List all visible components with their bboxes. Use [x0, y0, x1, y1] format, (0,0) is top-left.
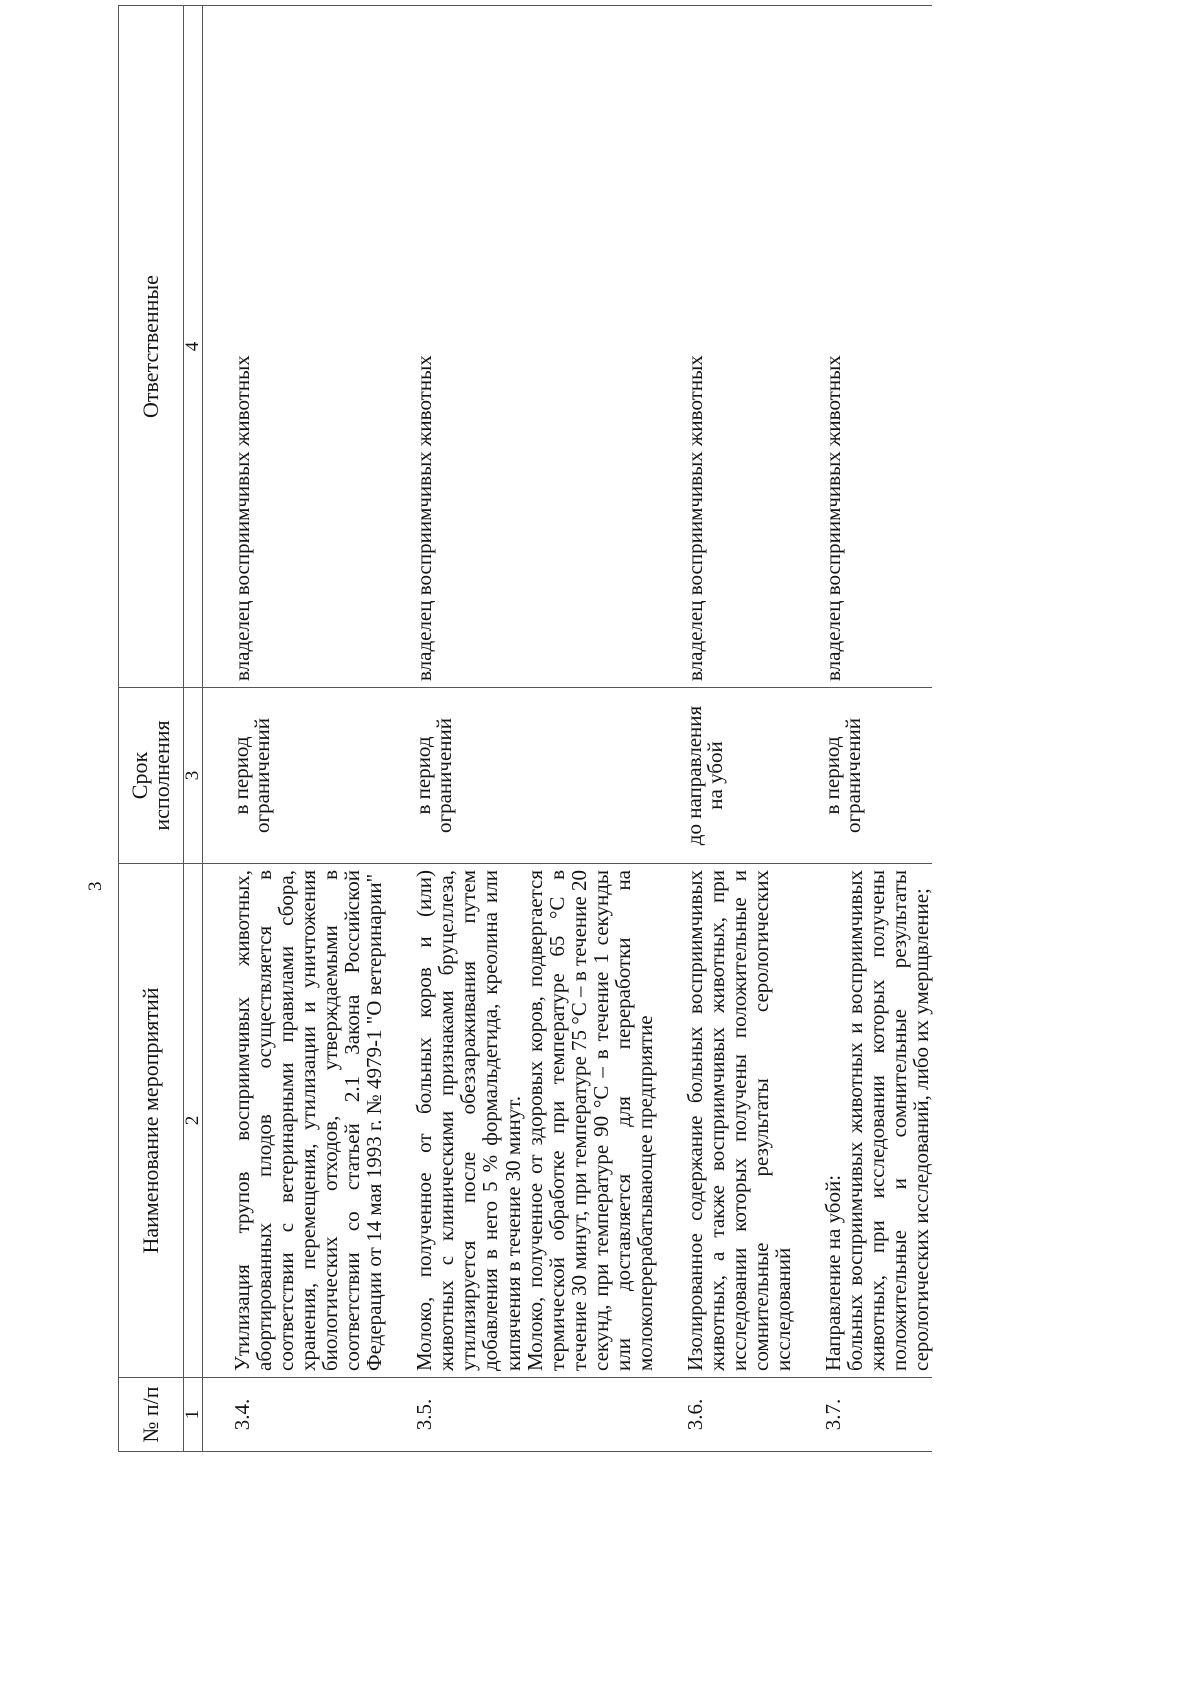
activity-paragraph: Направление на убой: [821, 1174, 846, 1371]
activity-paragraph: Молоко, полученное от больных коров и (или) животных с клиническими признаками бруцеллеза, утилизируется после обеззараживания путем добавления в него 5 % формальдегида, креолина или кипячения в течение 30 минут. [412, 870, 525, 1371]
header-term: Срок исполнения [119, 688, 184, 864]
table-row [656, 6, 794, 1452]
column-number: 1 [184, 1378, 203, 1452]
activity-paragraph: Изолированное содержание больных восприимчивых животных, а также восприимчивых животных, при исследовании которых получены положительные и сомнительные результаты серологических исследований [682, 870, 796, 1371]
page-number: 3 [85, 881, 106, 891]
column-number: 3 [184, 688, 203, 864]
row-term: в период ограничений [794, 688, 932, 864]
row-activity [656, 864, 794, 1378]
table-row [385, 6, 656, 1452]
row-term: до направления на убой [656, 688, 794, 864]
activity-paragraph: больных восприимчивых животных и восприимчивых животных, при исследовании которых получены положительные и сомнительные результаты серологических исследований, либо их умерщвление; [843, 870, 934, 1371]
row-activity [203, 864, 386, 1378]
header-responsible: Ответственные [119, 6, 184, 688]
row-responsible: владелец восприимчивых животных [385, 6, 656, 688]
activity-paragraph: Утилизация трупов восприимчивых животных, абортированных плодов осуществляется в соответствии с ветеринарными правилами сбора, хранения, перемещения, утилизации и уничтожения биологических отходов, утверждаемыми в соответствии со статьей 2.1 Закона Российской Федерации от 14 мая 1993 г. № 4979-1 "О ветеринарии" [230, 870, 387, 1371]
table-row [794, 6, 932, 1452]
row-activity [794, 864, 932, 1378]
row-number: 3.6. [656, 1378, 794, 1452]
header-activity: Наименование мероприятий [119, 864, 184, 1378]
row-responsible: владелец восприимчивых животных [656, 6, 794, 688]
header-num: № п/п [119, 1378, 184, 1452]
row-responsible: владелец восприимчивых животных [203, 6, 386, 688]
row-number: 3.5. [385, 1378, 656, 1452]
row-activity [385, 864, 656, 1378]
row-term: в период ограничений [385, 688, 656, 864]
column-number: 2 [184, 864, 203, 1378]
row-responsible: владелец восприимчивых животных [794, 6, 932, 688]
row-number: 3.7. [794, 1378, 932, 1452]
row-term: в период ограничений [203, 688, 386, 864]
column-number-row [184, 6, 203, 1452]
table-row [203, 6, 386, 1452]
activity-paragraph: Молоко, полученное от здоровых коров, подвергается термической обработке при температуре 65 °С в течение 30 минут, при температуре 75 °С – в течение 20 секунд, при температуре 90 °С – в течение 1 секунды или доставляется для переработки на молокоперерабатывающее предприятие [522, 870, 657, 1371]
row-number: 3.4. [203, 1378, 386, 1452]
table-header-row [119, 6, 184, 1452]
measures-table [118, 5, 932, 1452]
column-number: 4 [184, 6, 203, 688]
